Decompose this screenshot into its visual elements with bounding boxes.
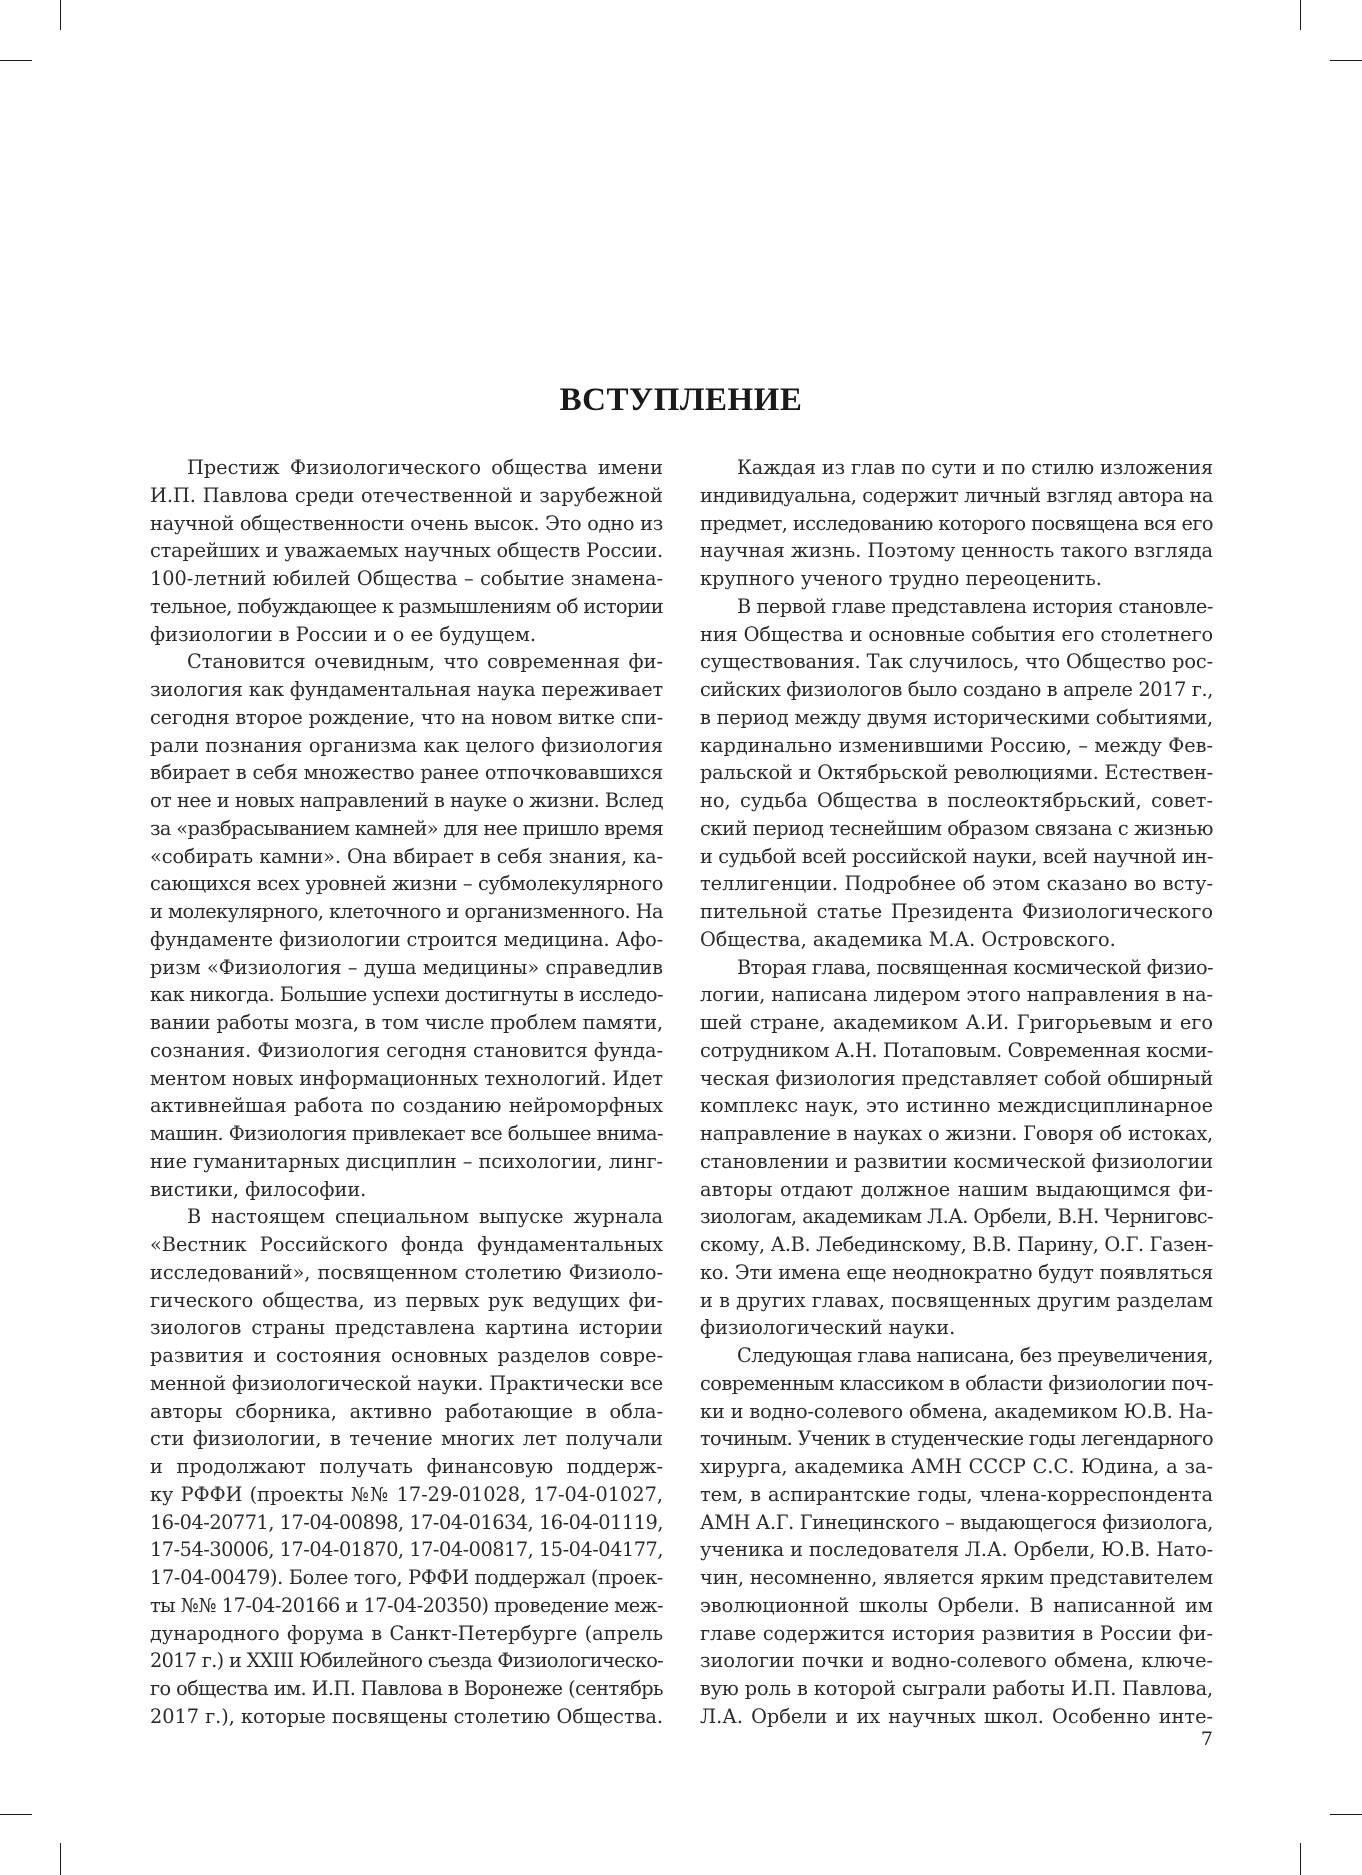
text-line: зиологов страны представлена картина истории (150, 1316, 663, 1340)
text-line: ки и водно-солевого обмена, академиком Ю.В. На- (700, 1399, 1213, 1423)
text-line: го общества им. И.П. Павлова в Воронеже (сентябрь (150, 1677, 663, 1700)
text-line: современным классиком в области физиологии поч- (700, 1371, 1213, 1395)
text-line: ученика и последователя Л.А. Орбели, Ю.В. Нато- (700, 1538, 1213, 1562)
crop-mark-top-left-vertical (60, 0, 61, 30)
text-line: и продолжают получать финансовую поддерж- (150, 1455, 663, 1478)
text-line: 16-04-20771, 17-04-00898, 17-04-01634, 16-04-01119, (150, 1510, 663, 1534)
text-line: ральской и Октябрьской революциями. Естествен- (700, 761, 1213, 785)
crop-mark-top-right-vertical (1300, 0, 1301, 30)
text-line: исследований», посвященном столетию Физиоло- (150, 1260, 663, 1284)
text-line: вую роль в которой сыграли работы И.П. Павлова, (700, 1677, 1213, 1700)
text-line: машин. Физиология привлекает все большее внима- (150, 1122, 663, 1145)
text-line: логии, написана лидером этого направления в на- (700, 983, 1213, 1007)
text-line: «собирать камни». Она вбирает в себя знания, ка- (150, 844, 663, 868)
text-line: индивидуальна, содержит личный взгляд автора на (700, 483, 1213, 507)
paragraph-first-line: Престиж Физиологического общества имени (187, 456, 663, 479)
text-line: как никогда. Большие успехи достигнуты в исследо- (150, 983, 663, 1007)
paragraph-first-line: В настоящем специальном выпуске журнала (187, 1205, 663, 1229)
text-line: зиологии почки и водно-солевого обмена, ключе- (700, 1649, 1213, 1673)
text-line: от нее и новых направлений в науке о жизни. Вслед (150, 789, 663, 812)
crop-mark-bottom-left-vertical (60, 1843, 61, 1875)
text-line: тем, в аспирантские годы, члена-корреспондента (700, 1482, 1213, 1506)
text-line: предмет, исследованию которого посвящена вся его (700, 511, 1213, 535)
text-line: сознания. Физиология сегодня становится фунда- (150, 1038, 663, 1062)
paragraph-first-line: Становится очевидным, что современная фи- (187, 650, 663, 674)
text-line: зиологам, академикам Л.А. Орбели, В.Н. Черниговс- (700, 1205, 1213, 1229)
text-line: скому, А.В. Лебединскому, В.В. Парину, О.Г. Газен- (700, 1233, 1213, 1256)
text-line: рали познания организма как целого физиология (150, 733, 663, 757)
text-line: за «разбрасыванием камней» для нее пришло время (150, 816, 663, 840)
text-line: активнейшая работа по созданию нейроморфных (150, 1094, 663, 1118)
text-line: ский период теснейшим образом связана с жизнью (700, 816, 1213, 840)
text-line: теллигенции. Подробнее об этом сказано во всту- (700, 872, 1213, 896)
text-line: 100-летний юбилей Общества – событие знамена- (150, 567, 663, 590)
text-line: существования. Так случилось, что Общество рос- (700, 650, 1213, 674)
text-line: сийских физиологов было создано в апреле 2017 г., (700, 678, 1214, 701)
text-line: И.П. Павлова среди отечественной и зарубежной (150, 483, 663, 507)
text-line: ческая физиология представляет собой обширный (700, 1066, 1213, 1090)
crop-mark-top-left-horizontal (0, 60, 32, 61)
crop-mark-bottom-left-horizontal (0, 1814, 32, 1815)
text-line: главе содержится история развития в России фи- (700, 1621, 1213, 1645)
text-line: и молекулярного, клеточного и организменного. На (150, 900, 663, 923)
text-line: Общества, академика М.А. Островского. (700, 927, 1116, 951)
text-line: АМН А.Г. Гинецинского – выдающегося физиолога, (700, 1510, 1213, 1534)
text-line: пительной статье Президента Физиологического (700, 900, 1213, 923)
text-line: шей стране, академиком А.И. Григорьевым и его (700, 1011, 1213, 1034)
text-line: эволюционной школы Орбели. В написанной им (700, 1593, 1213, 1617)
text-line: кардинально изменившими Россию, – между Фев- (700, 733, 1213, 757)
text-line: и судьбой всей российской науки, всей научной ин- (700, 844, 1213, 868)
paragraph-first-line: Каждая из глав по сути и по стилю изложения (737, 456, 1213, 479)
text-line: хирурга, академика АМН СССР С.С. Юдина, а за- (700, 1455, 1213, 1478)
text-line: физиологии в России и о ее будущем. (150, 622, 537, 646)
text-line: «Вестник Российского фонда фундаментальных (150, 1233, 663, 1256)
text-line: ризм «Физиология – душа медицины» справедлив (150, 955, 663, 979)
left-column (150, 454, 663, 1731)
text-line: становлении и развитии космической физиологии (700, 1149, 1213, 1173)
text-line: крупного ученого трудно переоценить. (700, 567, 1102, 590)
text-line: в период между двумя историческими событиями, (700, 705, 1213, 729)
paragraph-first-line: Следующая глава написана, без преувеличения, (737, 1344, 1213, 1367)
text-line: дународного форума в Санкт-Петербурге (апрель (150, 1621, 663, 1645)
text-line: вбирает в себя множество ранее отпочковавшихся (150, 761, 663, 785)
text-line: ние гуманитарных дисциплин – психологии, линг- (150, 1149, 663, 1173)
text-line: сти физиологии, в течение многих лет получали (150, 1427, 663, 1451)
page-number: 7 (1200, 1728, 1213, 1750)
text-line: менной физиологической науки. Практически все (150, 1371, 663, 1395)
text-line: чин, несомненно, является ярким представителем (700, 1566, 1213, 1589)
text-line: сающихся всех уровней жизни – субмолекулярного (150, 872, 663, 896)
text-line: комплекс наук, это истинно междисциплинарное (700, 1094, 1213, 1118)
text-line: ты №№ 17-04-20166 и 17-04-20350) проведение меж- (150, 1593, 663, 1617)
paragraph-first-line: Вторая глава, посвященная космической физио- (737, 955, 1213, 979)
text-line: старейших и уважаемых научных обществ России. (150, 539, 663, 563)
text-line: вистики, философии. (150, 1177, 367, 1201)
text-line: гического общества, из первых рук ведущих фи- (150, 1288, 663, 1312)
text-line: физиологический науки. (700, 1316, 956, 1340)
crop-mark-top-right-horizontal (1330, 60, 1362, 61)
right-column (700, 454, 1213, 1731)
text-line: авторы сборника, активно работающие в обла- (150, 1399, 663, 1423)
text-line: ку РФФИ (проекты №№ 17-29-01028, 17-04-01027, (150, 1482, 663, 1506)
text-line: зиология как фундаментальная наука переживает (150, 678, 663, 701)
text-line: научной общественности очень высок. Это одно из (150, 511, 663, 535)
text-line: но, судьба Общества в послеоктябрьский, совет- (700, 789, 1213, 812)
text-line: вании работы мозга, в том числе проблем памяти, (150, 1011, 663, 1034)
text-line: 2017 г.) и XXIII Юбилейного съезда Физиологическо- (150, 1649, 663, 1673)
text-line: Л.А. Орбели и их научных школ. Особенно инте- (700, 1704, 1213, 1728)
text-line: ния Общества и основные события его столетнего (700, 622, 1213, 646)
text-line: сегодня второе рождение, что на новом витке спи- (150, 705, 663, 729)
text-line: тельное, побуждающее к размышлениям об истории (150, 594, 663, 618)
text-line: фундаменте физиологии строится медицина. Афо- (150, 927, 663, 951)
text-line: направление в науках о жизни. Говоря об истоках, (700, 1122, 1213, 1145)
text-line: 17-54-30006, 17-04-01870, 17-04-00817, 15-04-04177, (150, 1538, 663, 1562)
text-line: развития и состояния основных разделов совре- (150, 1344, 663, 1367)
text-line: 2017 г.), которые посвящены столетию Общества. (150, 1704, 663, 1728)
text-line: ментом новых информационных технологий. Идет (150, 1066, 663, 1090)
text-line: 17-04-00479). Более того, РФФИ поддержал (проек- (150, 1566, 663, 1589)
text-line: и в других главах, посвященных другим разделам (700, 1288, 1213, 1312)
text-line: сотрудником А.Н. Потаповым. Современная косми- (700, 1038, 1213, 1062)
crop-mark-bottom-right-horizontal (1330, 1814, 1362, 1815)
text-line: ко. Эти имена еще неоднократно будут появляться (700, 1260, 1213, 1284)
text-line: научная жизнь. Поэтому ценность такого взгляда (700, 539, 1213, 563)
page-title: ВСТУПЛЕНИЕ (559, 382, 803, 418)
text-line: точиным. Ученик в студенческие годы легендарного (700, 1427, 1213, 1451)
paragraph-first-line: В первой главе представлена история становле- (737, 594, 1213, 618)
crop-mark-bottom-right-vertical (1300, 1843, 1301, 1875)
text-line: авторы отдают должное нашим выдающимся фи- (700, 1177, 1213, 1201)
